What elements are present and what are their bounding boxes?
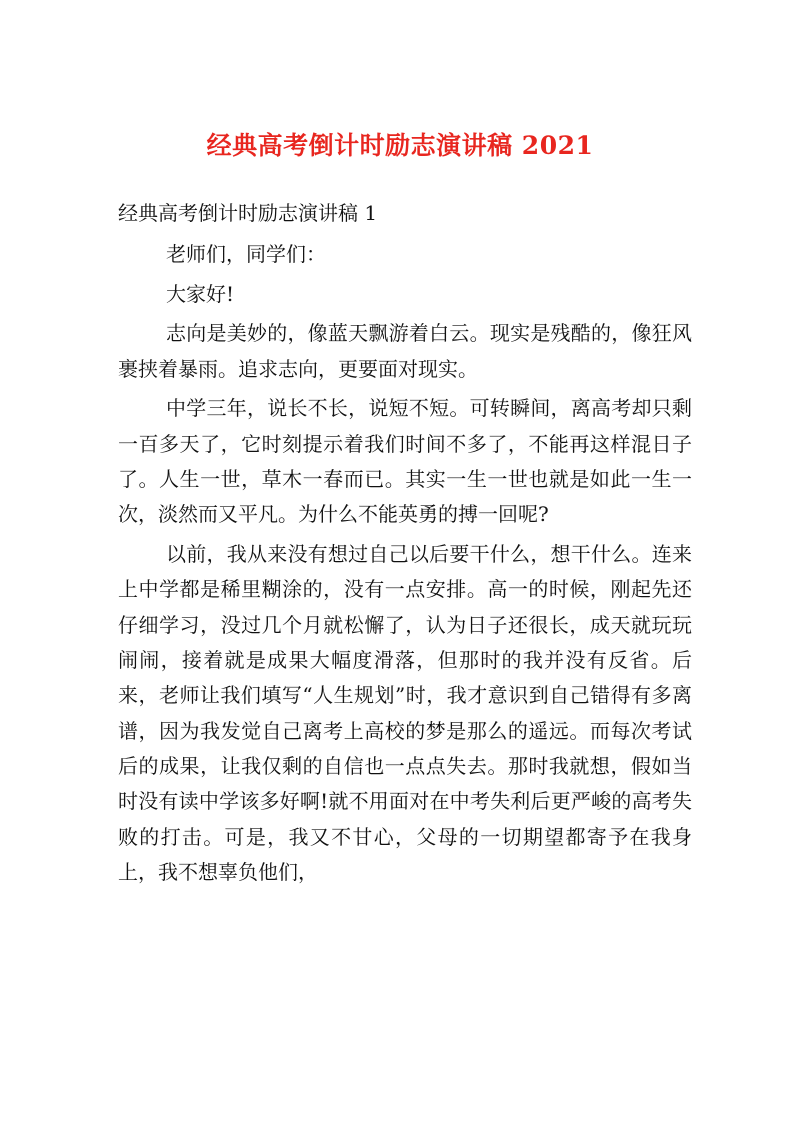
document-body — [118, 196, 692, 895]
paragraph-greeting: 老师们，同学们： — [166, 241, 326, 266]
paragraph-three-years: 中学三年，说长不长，说短不短。可转瞬间，离高考却只剩一百多天了，它时刻提示着我们时间不多了，不能再这样混日子了。人生一世，草木一春而已。其实一生一世也就是如此一生一次，淡然而又平凡。为什么不能英勇的搏一回呢? — [118, 396, 692, 527]
document-title: 经典高考倒计时励志演讲稿 2021 — [206, 131, 594, 160]
paragraph-hello: 大家好! — [166, 281, 235, 306]
paragraph-ambition: 志向是美妙的，像蓝天飘游着白云。现实是残酷的，像狂风裹挟着暴雨。追求志向，更要面对现实。 — [118, 321, 692, 381]
section-heading: 经典高考倒计时励志演讲稿 1 — [118, 201, 378, 225]
paragraph-reflection: 以前，我从来没有想过自己以后要干什么，想干什么。连来上中学都是稀里糊涂的，没有一点安排。高一的时候，刚起先还仔细学习，没过几个月就松懈了，认为日子还很长，成天就玩玩闹闹，接着就是成果大幅度滑落，但那时的我并没有反省。后来，老师让我们填写“人生规划”时，我才意识到自己错得有多离谱，因为我发觉自己离考上高校的梦是那么的遥远。而每次考试后的成果，让我仅剩的自信也一点点失去。那时我就想，假如当时没有读中学该多好啊!就不用面对在中考失利后更严峻的高考失败的打击。可是，我又不甘心，父母的一切期望都寄予在我身上，我不想辜负他们， — [118, 542, 692, 884]
